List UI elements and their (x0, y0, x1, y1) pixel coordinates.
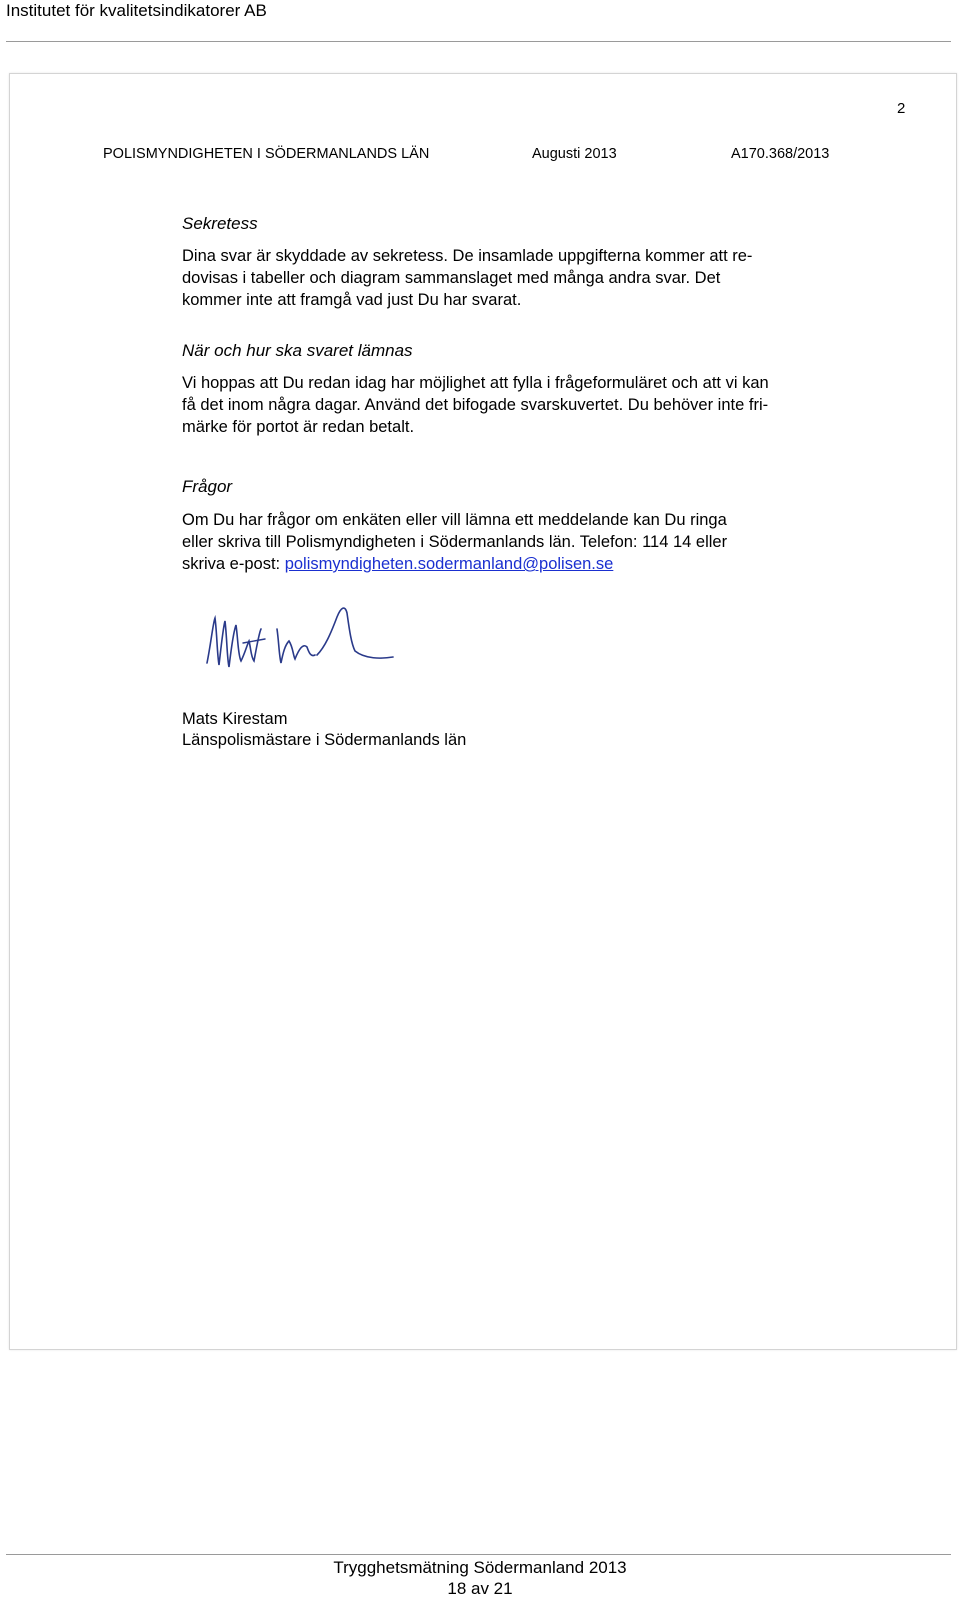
section-title-sekretess: Sekretess (182, 214, 258, 233)
paragraph-line: märke för portot är redan betalt. (182, 418, 415, 436)
paragraph-line: få det inom några dagar. Använd det bifogade svarskuvertet. Du behöver inte fri- (182, 396, 769, 414)
section-title-nar-och-hur: När och hur ska svaret lämnas (182, 341, 413, 360)
signatory-title: Länspolismästare i Södermanlands län (182, 731, 467, 749)
paragraph-line: dovisas i tabeller och diagram sammanslaget med många andra svar. Det (182, 269, 721, 287)
paragraph-line: kommer inte att framgå vad just Du har svarat. (182, 291, 522, 309)
section-text-sekretess (182, 245, 782, 311)
letter-page-number: 2 (897, 100, 906, 117)
letterhead-organization: POLISMYNDIGHETEN I SÖDERMANLANDS LÄN (103, 146, 430, 162)
header-divider (6, 41, 951, 42)
footer-page-number: 18 av 21 (447, 1579, 513, 1598)
paragraph-line: Vi hoppas att Du redan idag har möjlighet att fylla i frågeformuläret och att vi kan (182, 374, 769, 392)
paragraph-line: Dina svar är skyddade av sekretess. De insamlade uppgifterna kommer att re- (182, 247, 753, 265)
signatory-name: Mats Kirestam (182, 710, 288, 728)
paragraph-line: eller skriva till Polismyndigheten i Södermanlands län. Telefon: 114 14 eller (182, 533, 728, 551)
document-header-company: Institutet för kvalitetsindikatorer AB (6, 1, 267, 20)
paragraph-line: Om Du har frågor om enkäten eller vill lämna ett meddelande kan Du ringa (182, 511, 727, 529)
footer-divider (6, 1554, 951, 1555)
footer-document-title: Trygghetsmätning Södermanland 2013 (333, 1558, 627, 1577)
section-text-fragor (182, 509, 782, 575)
email-prefix: skriva e-post: (182, 555, 285, 573)
section-text-nar-och-hur (182, 372, 782, 438)
section-title-fragor: Frågor (182, 477, 233, 496)
letterhead-reference: A170.368/2013 (731, 146, 830, 162)
handwritten-signature (205, 603, 405, 683)
letterhead-date: Augusti 2013 (532, 146, 617, 162)
contact-email-link[interactable]: polismyndigheten.sodermanland@polisen.se (284, 555, 614, 573)
signatory-block (182, 709, 466, 751)
paragraph-line-email (182, 553, 782, 575)
